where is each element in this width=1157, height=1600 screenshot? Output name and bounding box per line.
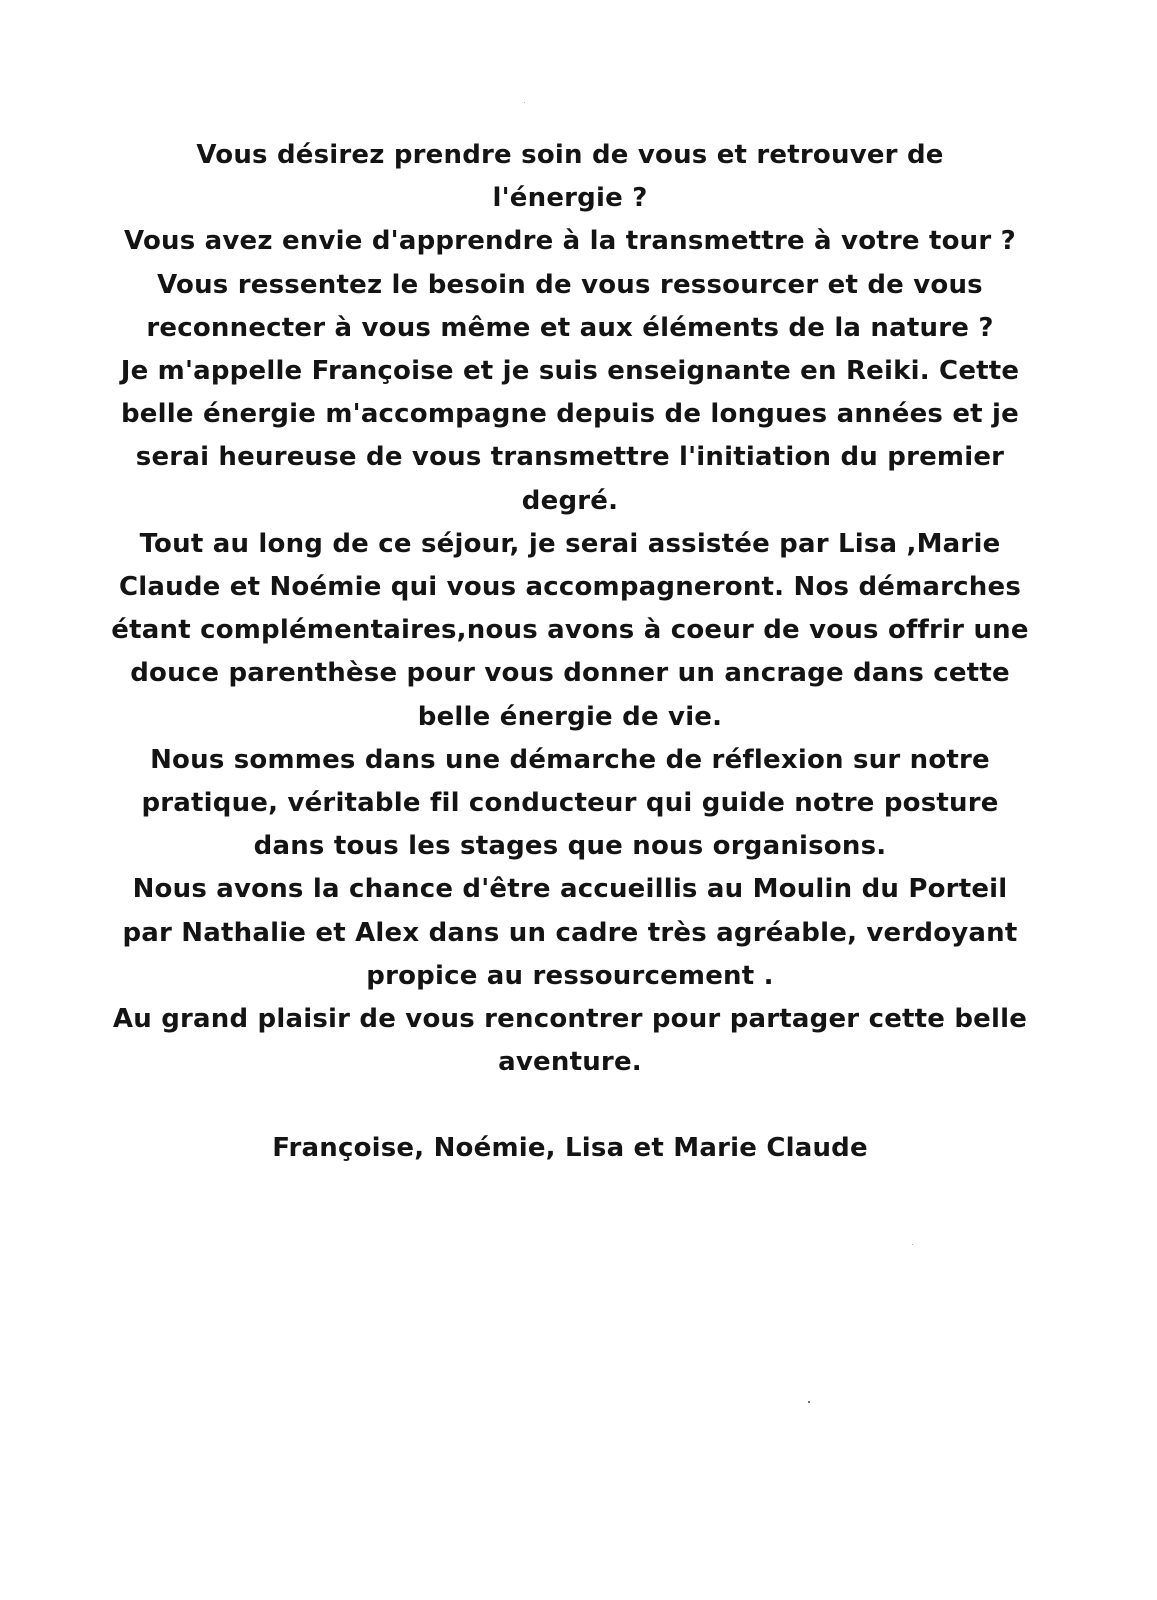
letter-line: Claude et Noémie qui vous accompagneront. Nos démarches	[118, 572, 1021, 603]
letter-line: étant complémentaires,nous avons à coeur de vous offrir une	[111, 615, 1029, 646]
letter-line: dans tous les stages que nous organisons.	[253, 831, 887, 862]
scan-speck	[912, 1244, 913, 1245]
letter-line: Au grand plaisir de vous rencontrer pour partager cette belle	[112, 1004, 1028, 1035]
letter-line: aventure.	[498, 1047, 642, 1078]
letter-line: serai heureuse de vous transmettre l'initiation du premier	[135, 442, 1005, 473]
letter-line: par Nathalie et Alex dans un cadre très agréable, verdoyant	[122, 917, 1018, 948]
letter-line: Nous sommes dans une démarche de réflexion sur notre	[150, 744, 990, 775]
letter-line: pratique, véritable fil conducteur qui guide notre posture	[141, 788, 999, 819]
scan-speck	[808, 1401, 810, 1403]
letter-line: Nous avons la chance d'être accueillis au Moulin du Porteil	[132, 874, 1008, 905]
signature-spacer	[90, 1084, 1050, 1127]
letter-line: Je m'appelle Françoise et je suis enseignante en Reiki. Cette	[120, 356, 1020, 387]
letter-line: Tout au long de ce séjour, je serai assistée par Lisa ,Marie	[139, 528, 1001, 559]
letter-line: degré.	[521, 485, 619, 516]
letter-line: Vous ressentez le besoin de vous ressourcer et de vous	[157, 269, 983, 300]
letter-line: belle énergie m'accompagne depuis de longues années et je	[121, 399, 1019, 430]
letter-body	[90, 134, 1050, 1171]
letter-line: belle énergie de vie.	[417, 701, 723, 732]
letter-line: Vous désirez prendre soin de vous et retrouver de	[196, 140, 944, 170]
letter-line: propice au ressourcement .	[366, 960, 774, 991]
signature-line: Françoise, Noémie, Lisa et Marie Claude	[272, 1133, 868, 1164]
letter-line: l'énergie ?	[492, 183, 648, 214]
letter-line: Vous avez envie d'apprendre à la transmettre à votre tour ?	[124, 226, 1016, 257]
scan-speck	[524, 102, 525, 103]
letter-line: reconnecter à vous même et aux éléments de la nature ?	[146, 312, 994, 343]
letter-line: douce parenthèse pour vous donner un ancrage dans cette	[130, 658, 1010, 689]
